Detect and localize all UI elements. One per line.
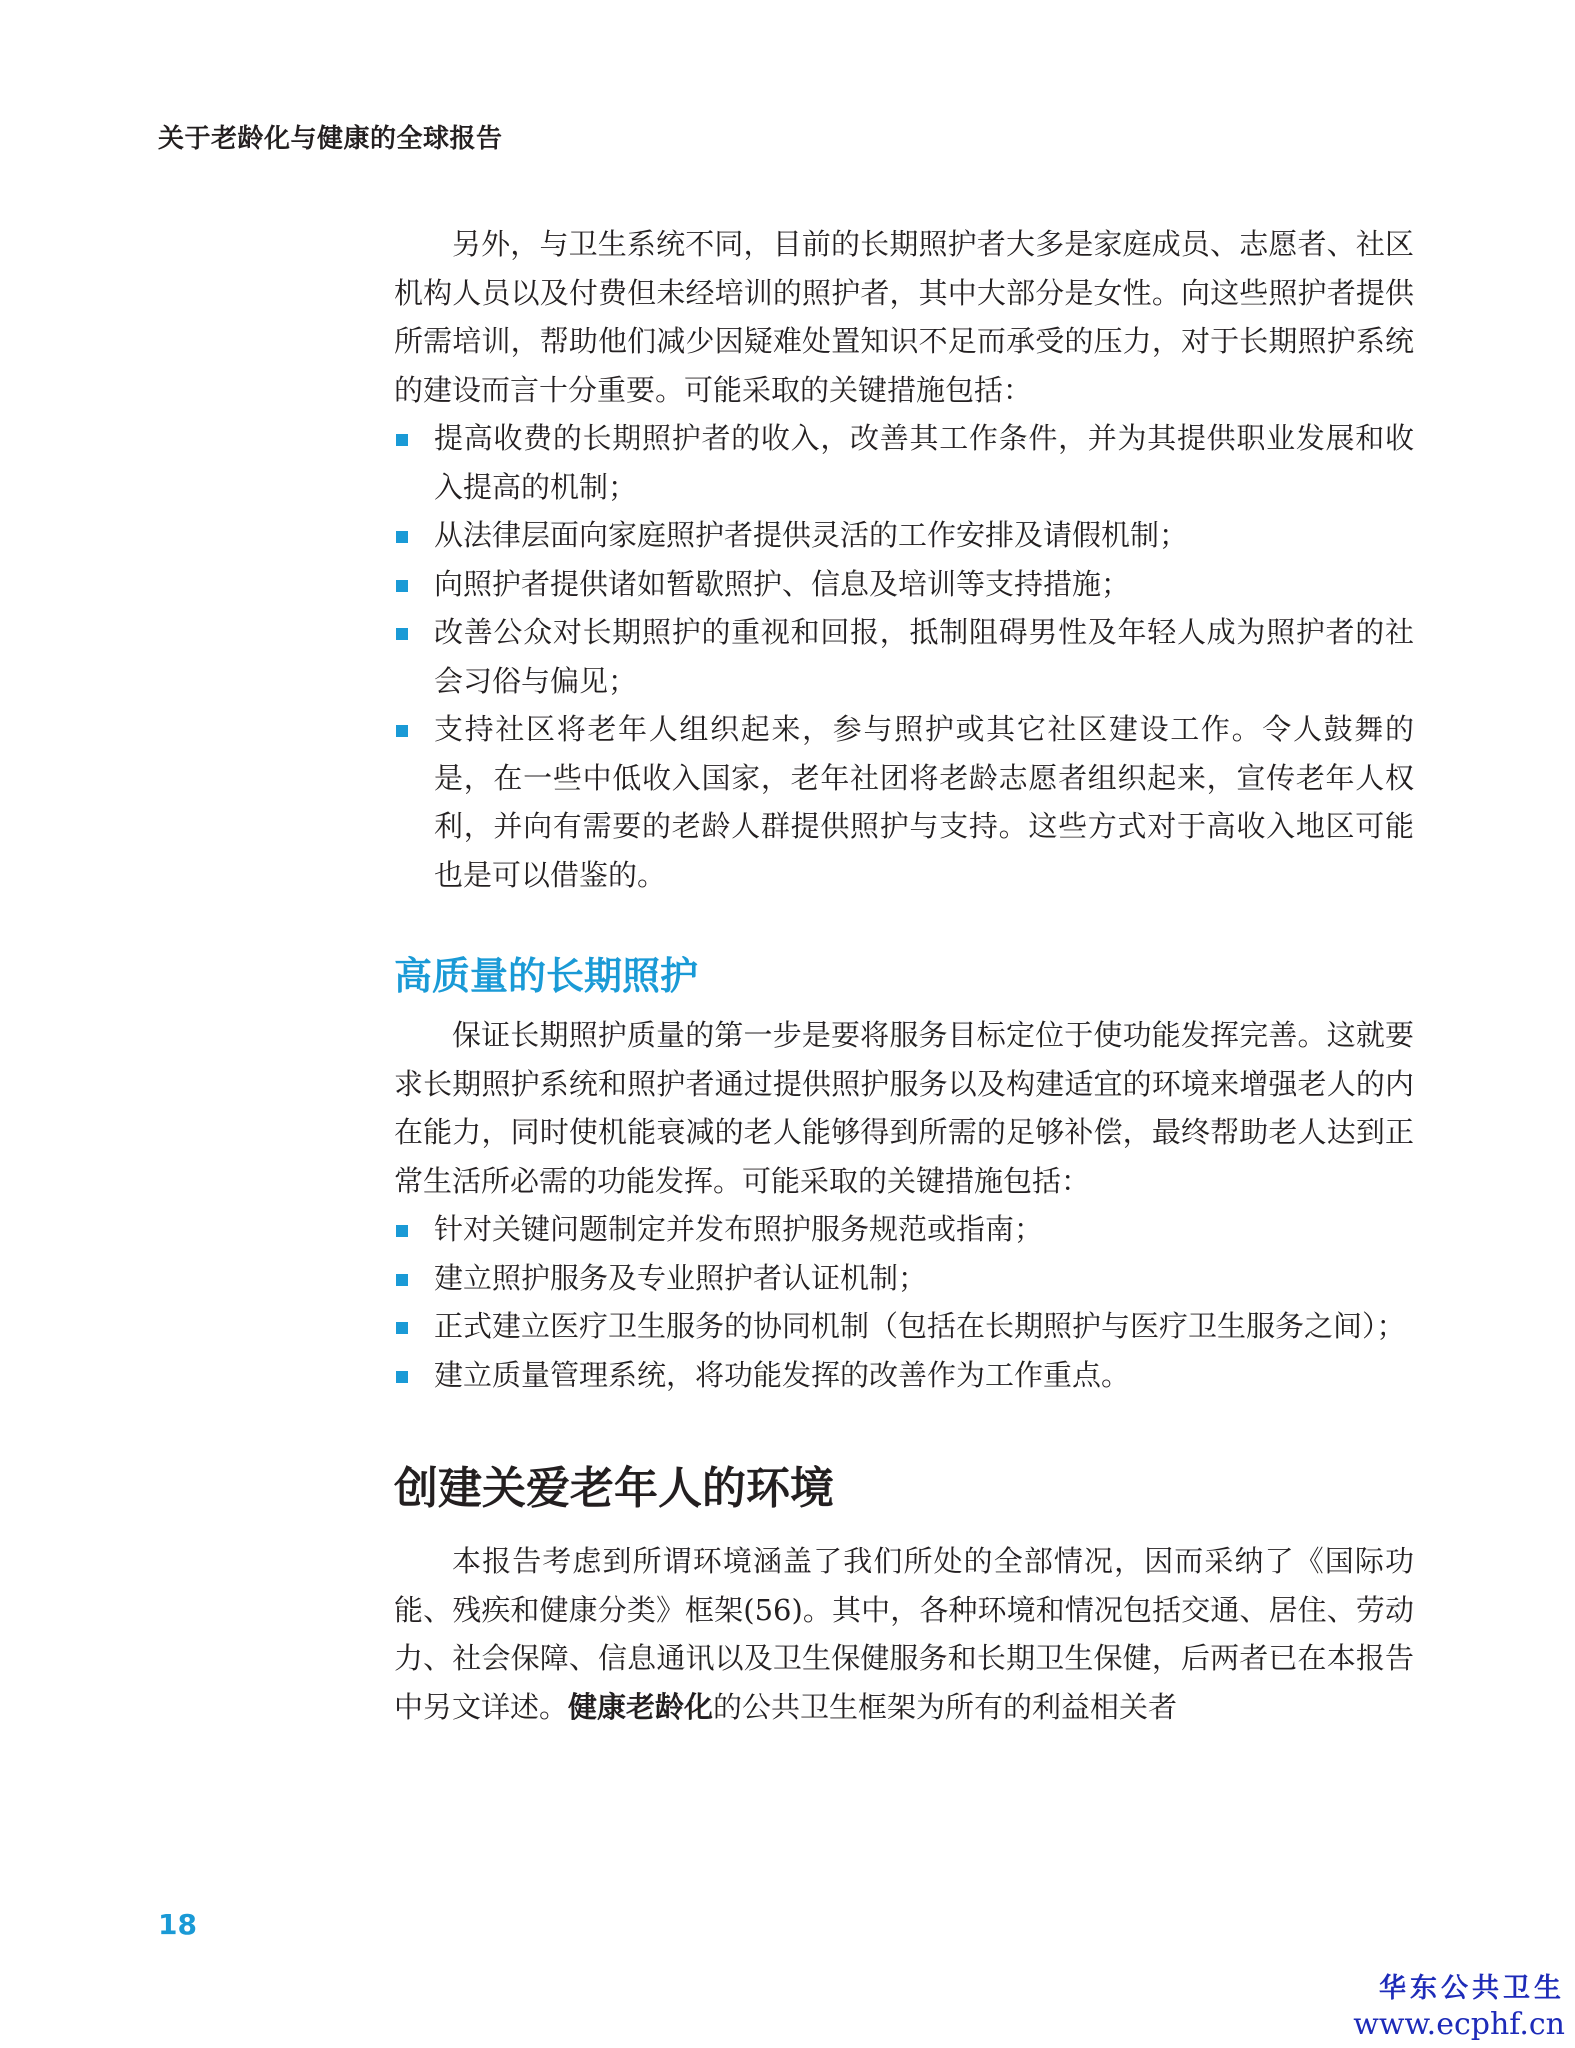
running-header-title: 关于老龄化与健康的全球报告 bbox=[158, 124, 503, 154]
environment-paragraph-continuation: 的公共卫生框架为所有的利益相关者 bbox=[713, 1689, 1178, 1724]
list-item-text: 提高收费的长期照护者的收入，改善其工作条件，并为其提供职业发展和收入提高的机制； bbox=[434, 421, 1414, 504]
watermark bbox=[1353, 1972, 1565, 2044]
square-bullet-icon bbox=[396, 1322, 408, 1334]
square-bullet-icon bbox=[396, 725, 408, 737]
page-content bbox=[394, 220, 1414, 1731]
list-item bbox=[394, 511, 1414, 560]
square-bullet-icon bbox=[396, 434, 408, 446]
quality-bullet-list bbox=[394, 1205, 1414, 1399]
list-item bbox=[394, 1205, 1414, 1254]
list-item-text: 支持社区将老年人组织起来，参与照护或其它社区建设工作。令人鼓舞的是，在一些中低收入国家，老年社团将老龄志愿者组织起来，宣传老年人权利，并向有需要的老龄人群提供照护与支持。这些方式对于高收入地区可能也是可以借鉴的。 bbox=[434, 712, 1414, 892]
square-bullet-icon bbox=[396, 1274, 408, 1286]
page-number: 18 bbox=[158, 1908, 197, 1941]
list-item bbox=[394, 1351, 1414, 1400]
watermark-name: 华东公共卫生 bbox=[1379, 1973, 1565, 2004]
bold-term-healthy-ageing: 健康老龄化 bbox=[568, 1689, 714, 1724]
list-item-text: 建立质量管理系统，将功能发挥的改善作为工作重点。 bbox=[434, 1357, 1131, 1392]
square-bullet-icon bbox=[396, 531, 408, 543]
square-bullet-icon bbox=[396, 628, 408, 640]
intro-bullet-list bbox=[394, 414, 1414, 899]
environment-paragraph bbox=[394, 1537, 1414, 1731]
list-item bbox=[394, 608, 1414, 705]
list-item-text: 建立照护服务及专业照护者认证机制； bbox=[434, 1260, 928, 1295]
watermark-url: www.ecphf.cn bbox=[1353, 2007, 1565, 2042]
list-item bbox=[394, 1302, 1414, 1351]
square-bullet-icon bbox=[396, 1225, 408, 1237]
list-item bbox=[394, 560, 1414, 609]
list-item-text: 针对关键问题制定并发布照护服务规范或指南； bbox=[434, 1212, 1044, 1246]
square-bullet-icon bbox=[396, 580, 408, 592]
list-item-text: 改善公众对长期照护的重视和回报，抵制阻碍男性及年轻人成为照护者的社会习俗与偏见； bbox=[434, 615, 1414, 698]
list-item bbox=[394, 705, 1414, 899]
intro-paragraph: 另外，与卫生系统不同，目前的长期照护者大多是家庭成员、志愿者、社区机构人员以及付费但未经培训的照护者，其中大部分是女性。向这些照护者提供所需培训，帮助他们减少因疑难处置知识不足而承受的压力，对于长期照护系统的建设而言十分重要。可能采取的关键措施包括： bbox=[394, 227, 1414, 407]
quality-paragraph: 保证长期照护质量的第一步是要将服务目标定位于使功能发挥完善。这就要求长期照护系统和照护者通过提供照护服务以及构建适宜的环境来增强老人的内在能力，同时使机能衰减的老人能够得到所需的足够补偿，最终帮助老人达到正常生活所必需的功能发挥。可能采取的关键措施包括： bbox=[394, 1018, 1414, 1198]
environment-paragraph-text: 本报告考虑到所谓环境涵盖了我们所处的全部情况，因而采纳了《国际功能、残疾和健康分类》框架(56)。其中，各种环境和情况包括交通、居住、劳动力、社会保障、信息通讯以及卫生保健服务和长期卫生保健，后两者已在本报告中另文详述。 bbox=[394, 1544, 1414, 1724]
square-bullet-icon bbox=[396, 1371, 408, 1383]
quality-section-heading: 高质量的长期照护 bbox=[394, 954, 699, 998]
list-item bbox=[394, 414, 1414, 511]
list-item-text: 向照护者提供诸如暂歇照护、信息及培训等支持措施； bbox=[434, 566, 1131, 601]
list-item-text: 从法律层面向家庭照护者提供灵活的工作安排及请假机制； bbox=[434, 518, 1189, 552]
list-item-text: 正式建立医疗卫生服务的协同机制（包括在长期照护与医疗卫生服务之间）； bbox=[434, 1309, 1406, 1343]
environment-section-heading: 创建关爱老年人的环境 bbox=[394, 1463, 834, 1514]
list-item bbox=[394, 1254, 1414, 1303]
